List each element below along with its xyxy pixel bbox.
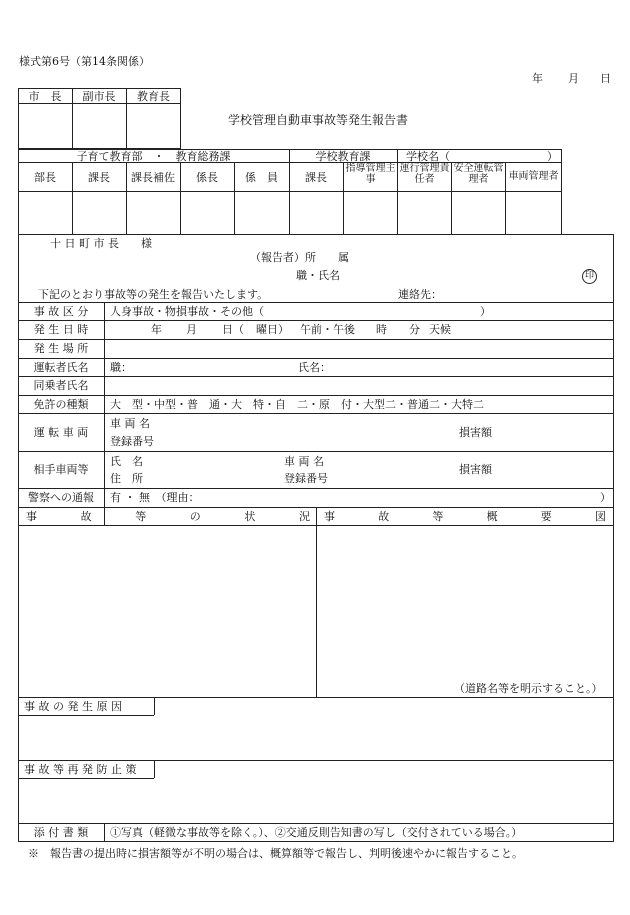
dt-minute: 分 (409, 323, 420, 336)
footnote: ※ 報告書の提出時に損害額等が不明の場合は、概算額等で報告し、判明後速やかに報告すること。 (28, 847, 523, 860)
reporter-address-label: （報告者）所 属 (250, 251, 349, 264)
driver-title: 職： (110, 361, 132, 374)
label-place: 発 生 場 所 (33, 342, 89, 355)
reporter-name-label: 職・氏名 (296, 269, 340, 282)
col-director: 部長 (34, 171, 56, 184)
col-vehicle-manager: 車両管理者 (508, 171, 559, 182)
col-school-ed-chief: 課長 (305, 171, 327, 184)
addressee: 十 日 町 市 長 様 (50, 237, 152, 250)
approval-superintendent: 教育長 (137, 90, 170, 103)
dept-header: 子育て教育部 ・ 教育総務課 (76, 150, 231, 163)
school-ed-header: 学校教育課 (315, 150, 371, 163)
col-deputy-chief: 課長補佐 (131, 171, 175, 184)
other-vehicle-name-label: 車 両 名 (284, 455, 324, 468)
attachments-label: 添 付 書 類 (33, 826, 89, 839)
school-name-label: 学校名（ (406, 150, 450, 163)
other-damage-label: 損害額 (459, 463, 492, 476)
contact-label: 連絡先： (398, 288, 442, 301)
label-passenger: 同乗者氏名 (33, 379, 89, 392)
dt-day: 日（ (222, 323, 244, 336)
vehicle-reg-label: 登録番号 (110, 435, 154, 448)
police-options: 有 ・ 無 （理由： (110, 491, 200, 504)
vehicle-name-label: 車 両 名 (110, 417, 150, 430)
license-options: 大 型・中型・普 通・大 特・自 二・原 付・大型二・普通二・大特二 (110, 398, 484, 411)
col-operation-manager: 運行管理責任者 (399, 163, 450, 185)
approval-vice-mayor: 副市長 (82, 90, 116, 103)
dt-weekday: 曜日） (256, 323, 289, 336)
prevention-label: 事 故 等 再 発 防 止 策 (24, 763, 137, 776)
label-police: 警察への通報 (28, 491, 94, 504)
other-address-label: 住 所 (110, 472, 143, 485)
col-section-chief: 課長 (88, 171, 110, 184)
col-staff: 係 員 (245, 171, 278, 184)
situation-header: 事 故 等 の 状 況 (26, 510, 310, 523)
police-close: ） (600, 491, 611, 504)
dt-hour: 時 (376, 323, 387, 336)
date-day: 日 (600, 72, 611, 85)
category-options: 人身事故・物損事故・その他（ (110, 305, 264, 318)
date-year: 年 (532, 72, 543, 85)
col-safety-manager: 安全運転管理者 (453, 163, 504, 185)
school-name-close: ） (547, 150, 558, 163)
vehicle-damage-label: 損害額 (459, 426, 492, 439)
dt-weather: 天候 (429, 323, 451, 336)
diagram-header: 事 故 等 概 要 図 (324, 510, 606, 523)
label-other-vehicle: 相手車両等 (33, 463, 89, 476)
cause-label: 事 故 の 発 生 原 因 (24, 700, 122, 713)
category-close: ） (480, 305, 491, 318)
report-intro: 下記のとおり事故等の発生を報告いたします。 (38, 288, 269, 301)
seal-mark: 印 (582, 269, 597, 284)
other-reg-label: 登録番号 (284, 472, 328, 485)
label-datetime: 発 生 日 時 (33, 323, 89, 336)
driver-name: 氏名： (298, 361, 331, 374)
date-month: 月 (568, 72, 579, 85)
col-guidance-supervisor: 指導管理主事 (345, 163, 396, 185)
label-vehicle: 運 転 車 両 (33, 426, 89, 439)
approval-mayor: 市 長 (28, 90, 62, 103)
form-number: 様式第6号（第14条関係） (19, 55, 150, 68)
dt-ampm: 午前・午後 (300, 323, 355, 336)
form-title: 学校管理自動車事故等発生報告書 (228, 113, 409, 127)
dt-month: 月 (186, 323, 197, 336)
attachments-value: ①写真（軽微な事故等を除く。）、②交通反則告知書の写し（交付されている場合。） (110, 826, 523, 839)
other-name-label: 氏 名 (110, 455, 143, 468)
dt-year: 年 (151, 323, 162, 336)
diagram-note: （道路名等を明示すること。） (454, 682, 603, 695)
label-driver: 運転者氏名 (33, 361, 89, 374)
label-category: 事 故 区 分 (33, 305, 89, 318)
col-subsection-chief: 係長 (196, 171, 218, 184)
label-license: 免許の種類 (33, 398, 89, 411)
